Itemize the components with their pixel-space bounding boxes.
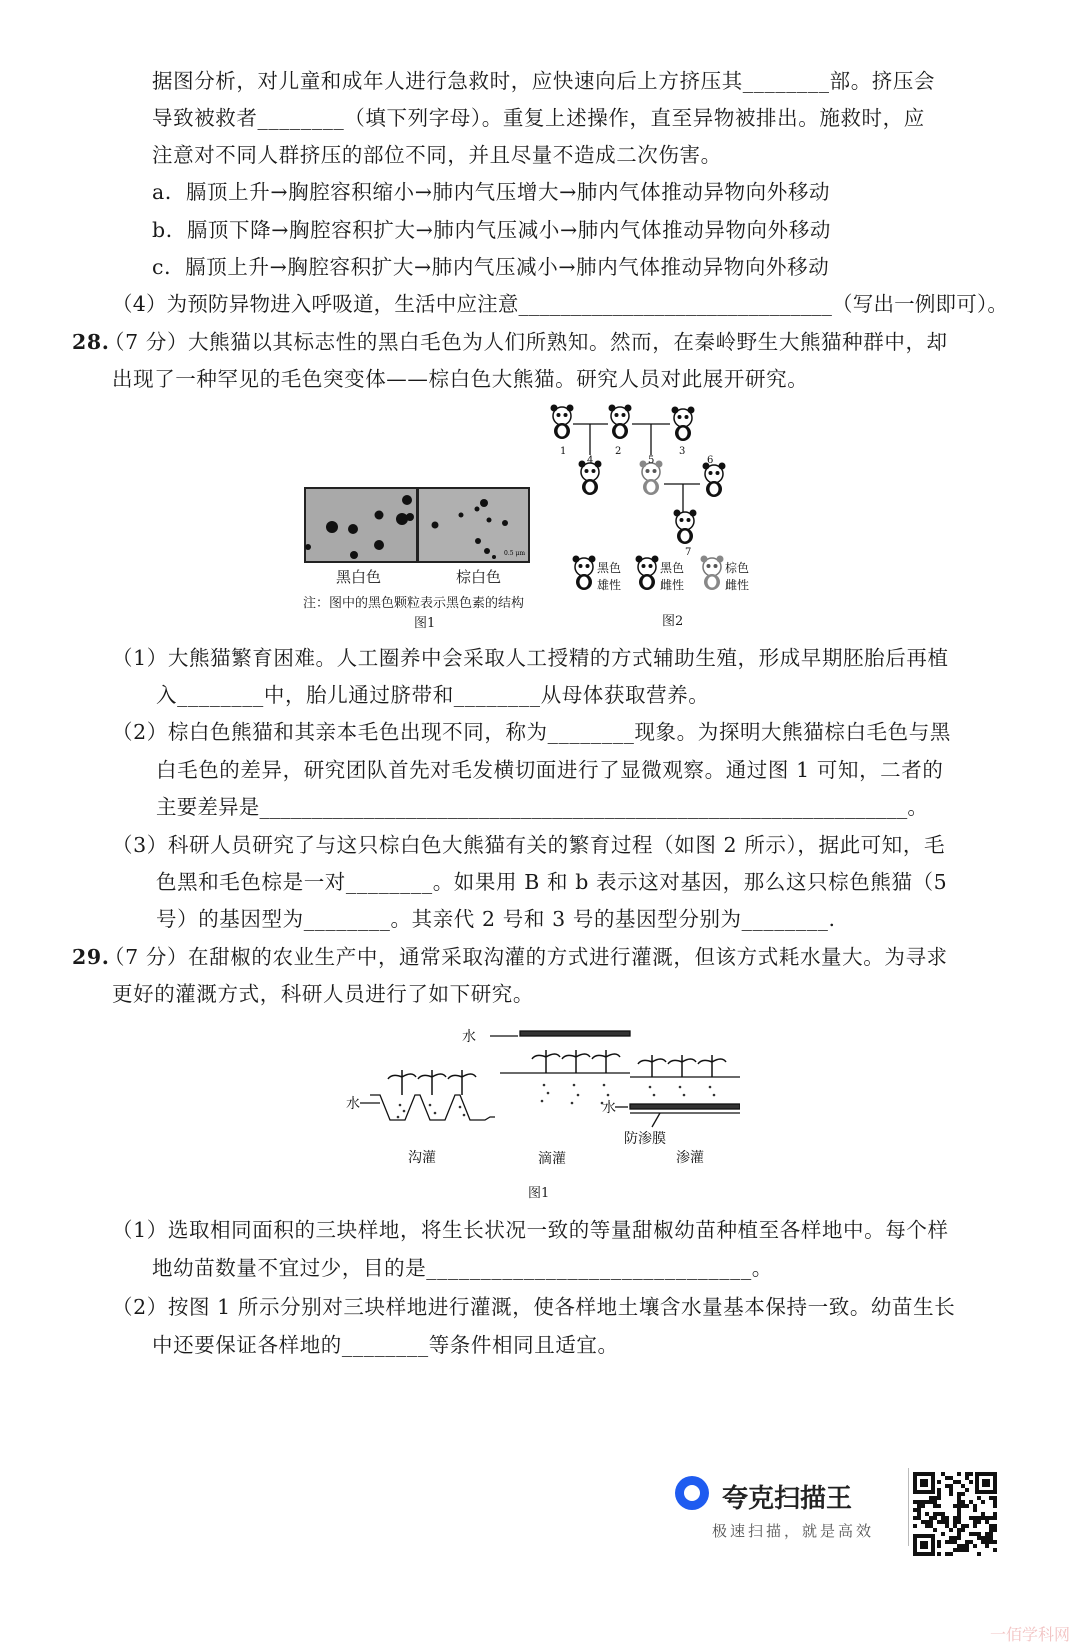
q28-number: 28. bbox=[72, 330, 110, 354]
watermark: 一佰学科网 bbox=[990, 1625, 1071, 1644]
scanner-slogan: 极速扫描，就是高效 bbox=[712, 1522, 875, 1540]
fig1-label-black-white: 黑白色 bbox=[336, 568, 382, 586]
water-label: 水 bbox=[602, 1100, 616, 1116]
q29-stem: 更好的灌溉方式，科研人员进行了如下研究。 bbox=[112, 982, 534, 1006]
q29-sub2: （2）按图 1 所示分别对三块样地进行灌溉，使各样地土壤含水量基本保持一致。幼苗生长 bbox=[112, 1295, 956, 1319]
q28-stem: 出现了一种罕见的毛色突变体——棕白色大熊猫。研究人员对此展开研究。 bbox=[112, 367, 809, 391]
legend-label: 棕色 bbox=[725, 561, 750, 575]
q27-option-b: b．膈顶下降→胸腔容积扩大→肺内气压减小→肺内气体推动异物向外移动 bbox=[152, 218, 831, 242]
legend-black-male-icon bbox=[573, 556, 596, 591]
pedigree-individual-1 bbox=[551, 405, 574, 440]
qr-code bbox=[913, 1472, 997, 1556]
q28-sub3: 色黑和毛色棕是一对________。如果用 B 和 b 表示这对基因，那么这只棕色熊猫（5 bbox=[156, 870, 948, 894]
figure-irrigation-methods bbox=[340, 1025, 740, 1175]
q28-stem: （7 分）大熊猫以其标志性的黑白毛色为人们所熟知。然而，在秦岭野生大熊猫种群中，却 bbox=[104, 330, 948, 354]
pedigree-number: 2 bbox=[615, 446, 622, 457]
fig1-note: 注：图中的黑色颗粒表示黑色素的结构 bbox=[303, 596, 525, 611]
q29-fig-caption: 图1 bbox=[528, 1186, 550, 1201]
scanner-brand: 夸克扫描王 bbox=[722, 1484, 853, 1514]
legend-label: 雌性 bbox=[725, 578, 750, 592]
q29-stem: （7 分）在甜椒的农业生产中，通常采取沟灌的方式进行灌溉，但该方式耗水量大。为寻求 bbox=[104, 945, 948, 969]
q29-sub1: 地幼苗数量不宜过少，目的是______________________________。 bbox=[152, 1256, 773, 1280]
figure-2-pedigree bbox=[540, 400, 770, 600]
q28-sub3: 号）的基因型为________。其亲代 2 号和 3 号的基因型分别为________. bbox=[156, 907, 836, 931]
pedigree-number: 5 bbox=[648, 455, 655, 466]
legend-label: 黑色 bbox=[660, 561, 685, 575]
pedigree-individual-3 bbox=[672, 407, 695, 442]
q27-text-line: 注意对不同人群挤压的部位不同，并且尽量不造成二次伤害。 bbox=[152, 143, 722, 167]
q29-number: 29. bbox=[72, 945, 110, 969]
water-label: 水 bbox=[462, 1029, 476, 1045]
water-label: 水 bbox=[346, 1096, 360, 1112]
anti-seepage-film-label: 防渗膜 bbox=[624, 1131, 666, 1147]
q28-sub1: （1）大熊猫繁育困难。人工圈养中会采取人工授精的方式辅助生殖，形成早期胚胎后再植 bbox=[112, 646, 949, 670]
q28-sub1: 入________中，胎儿通过脐带和________从母体获取营养。 bbox=[156, 683, 710, 707]
fig2-caption: 图2 bbox=[662, 614, 684, 629]
figure-1-micrographs bbox=[304, 487, 530, 567]
legend-brown-female-icon bbox=[701, 556, 724, 591]
fig1-label-brown-white: 棕白色 bbox=[456, 568, 502, 586]
pedigree-individual-2 bbox=[609, 405, 632, 440]
legend-label: 黑色 bbox=[597, 561, 622, 575]
q27-text-line: 据图分析，对儿童和成年人进行急救时，应快速向后上方挤压其________部。挤压会 bbox=[152, 69, 936, 93]
q28-sub2: 主要差异是______________________________________________________________。 bbox=[156, 795, 929, 819]
pedigree-number: 7 bbox=[685, 547, 692, 558]
legend-label: 雄性 bbox=[597, 578, 622, 592]
footer-divider bbox=[908, 1468, 909, 1546]
q27-text-line: 导致被救者________（填下列字母）。重复上述操作，直至异物被排出。施救时，应 bbox=[152, 106, 925, 130]
fig1-caption: 图1 bbox=[414, 616, 436, 631]
q28-sub2: （2）棕白色熊猫和其亲本毛色出现不同，称为________现象。为探明大熊猫棕白毛色与黑 bbox=[112, 720, 951, 744]
q29-sub2: 中还要保证各样地的________等条件相同且适宜。 bbox=[152, 1333, 619, 1357]
q28-sub2: 白毛色的差异，研究团队首先对毛发横切面进行了显微观察。通过图 1 可知，二者的 bbox=[156, 758, 944, 782]
q27-option-a: a．膈顶上升→胸腔容积缩小→肺内气压增大→肺内气体推动异物向外移动 bbox=[152, 180, 831, 204]
method-label-seep: 渗灌 bbox=[676, 1150, 704, 1166]
pedigree-number: 6 bbox=[707, 455, 714, 466]
q28-sub3: （3）科研人员研究了与这只棕白色大熊猫有关的繁育过程（如图 2 所示），据此可知，毛 bbox=[112, 833, 946, 857]
pedigree-number: 3 bbox=[679, 446, 686, 457]
micrograph-image bbox=[304, 487, 530, 563]
q29-sub1: （1）选取相同面积的三块样地，将生长状况一致的等量甜椒幼苗种植至各样地中。每个样 bbox=[112, 1218, 949, 1242]
q27-option-c: c．膈顶上升→胸腔容积扩大→肺内气压减小→肺内气体推动异物向外移动 bbox=[152, 255, 830, 279]
pedigree-number: 1 bbox=[560, 446, 567, 457]
scale-bar: 0.5 μm bbox=[504, 550, 526, 557]
pedigree-individual-6 bbox=[703, 463, 726, 498]
legend-label: 雌性 bbox=[660, 578, 685, 592]
method-label-drip: 滴灌 bbox=[538, 1151, 566, 1167]
quark-scanner-logo-icon bbox=[675, 1476, 709, 1510]
q27-sub4: （4）为预防异物进入呼吸道，生活中应注意______________________________（写出一例即可）。 bbox=[112, 292, 1009, 316]
legend-black-female-icon bbox=[636, 556, 659, 591]
method-label-furrow: 沟灌 bbox=[408, 1150, 436, 1166]
pedigree-individual-7 bbox=[674, 510, 697, 545]
pedigree-number: 4 bbox=[587, 455, 594, 466]
